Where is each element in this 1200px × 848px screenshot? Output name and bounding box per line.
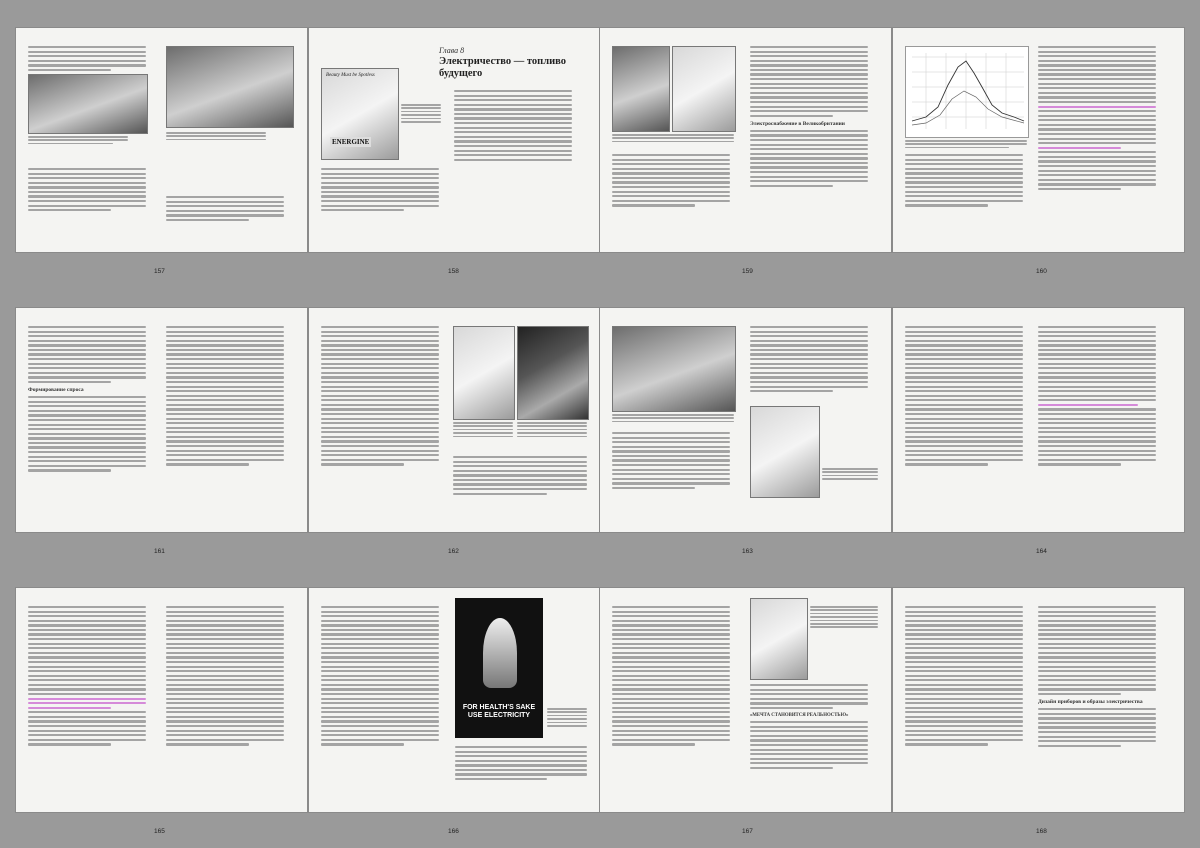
spread-165-166: [16, 588, 600, 812]
text-column: [750, 684, 868, 771]
page-right: [309, 308, 600, 532]
chapter-label: Глава 8: [439, 46, 465, 55]
ad-headline: Beauty Must be Spotless: [326, 73, 375, 78]
figure-caption: [612, 414, 734, 424]
spread-number: 168: [1036, 828, 1047, 835]
text-column: [28, 168, 146, 214]
chapter-title: Электричество — топливо будущего: [439, 56, 566, 79]
text-column: [1038, 326, 1156, 468]
text-column: [905, 606, 1023, 748]
poster-figure: [455, 598, 543, 738]
photo-figure: [612, 326, 736, 412]
figure-caption: [453, 422, 513, 439]
text-column: [750, 46, 868, 189]
text-column: [166, 326, 284, 468]
poster-text: FOR HEALTH'S SAKE USE ELECTRICITY: [462, 704, 536, 719]
spread-number: 166: [448, 828, 459, 835]
spread-161-162: [16, 308, 600, 532]
text-column: [1038, 606, 1156, 749]
spread-number: 158: [448, 268, 459, 275]
photo-figure: [612, 46, 670, 132]
figure-caption: [401, 104, 441, 124]
spread-number: 157: [154, 268, 165, 275]
figure-caption: [517, 422, 587, 439]
chart-series-line: [912, 61, 1024, 121]
section-heading: «МЕЧТА СТАНОВИТСЯ РЕАЛЬНОСТЬЮ»: [750, 713, 849, 719]
text-column: [905, 326, 1023, 468]
page-left: [16, 28, 307, 252]
text-column: [321, 168, 439, 214]
page-right: [893, 588, 1184, 812]
spread-number: 167: [742, 828, 753, 835]
section-heading: Дизайн приборов и образы электричества: [1038, 699, 1143, 706]
text-column: [612, 606, 730, 748]
photo-figure: [166, 46, 294, 128]
page-right: [309, 588, 600, 812]
spread-number: 163: [742, 548, 753, 555]
text-column: [321, 606, 439, 748]
spread-159-160: [600, 28, 1184, 252]
text-column: [453, 456, 587, 497]
text-column: [905, 154, 1023, 209]
text-column: [28, 46, 146, 73]
page-left: [600, 588, 891, 812]
line-chart: [905, 46, 1029, 138]
spread-number: 159: [742, 268, 753, 275]
photo-figure: [750, 598, 808, 680]
text-column: [1038, 46, 1156, 193]
text-column: [454, 90, 572, 163]
chart-series-line: [912, 91, 1024, 125]
text-column: [28, 326, 146, 474]
figure-caption: [810, 606, 878, 630]
figure-caption: [547, 708, 587, 728]
text-column: [612, 154, 730, 209]
spread-163-164: [600, 308, 1184, 532]
text-column: [166, 196, 284, 223]
section-heading: Электроснабжение в Великобритании: [750, 120, 845, 127]
photo-figure: [672, 46, 736, 132]
text-column: [750, 326, 868, 395]
ad-brand: ENERGINE: [332, 138, 370, 146]
spread-157-158: [16, 28, 600, 252]
spread-number: 162: [448, 548, 459, 555]
text-column: [321, 326, 439, 468]
figure-caption: [28, 136, 128, 146]
page-right: [309, 28, 600, 252]
page-left: [16, 308, 307, 532]
spread-167-168: [600, 588, 1184, 812]
advert-figure: [453, 326, 515, 420]
photo-figure: [517, 326, 589, 420]
figure-caption: [822, 468, 878, 482]
section-heading: Формирование спроса: [28, 387, 84, 394]
page-left: [600, 28, 891, 252]
figure-silhouette: [483, 618, 517, 688]
text-column: [612, 432, 730, 492]
page-left: [16, 588, 307, 812]
figure-caption: [166, 132, 266, 142]
page-left: [600, 308, 891, 532]
spread-number: 164: [1036, 548, 1047, 555]
figure-caption: [612, 134, 734, 144]
figure-caption: [905, 140, 1027, 150]
page-right: [893, 308, 1184, 532]
text-column: [166, 606, 284, 748]
text-column: [28, 606, 146, 748]
photo-figure: [28, 74, 148, 134]
spread-number: 165: [154, 828, 165, 835]
photo-figure: [750, 406, 820, 498]
text-column: [455, 746, 587, 783]
spread-number: 160: [1036, 268, 1047, 275]
advert-figure: [321, 68, 399, 160]
page-right: [893, 28, 1184, 252]
spread-number: 161: [154, 548, 165, 555]
